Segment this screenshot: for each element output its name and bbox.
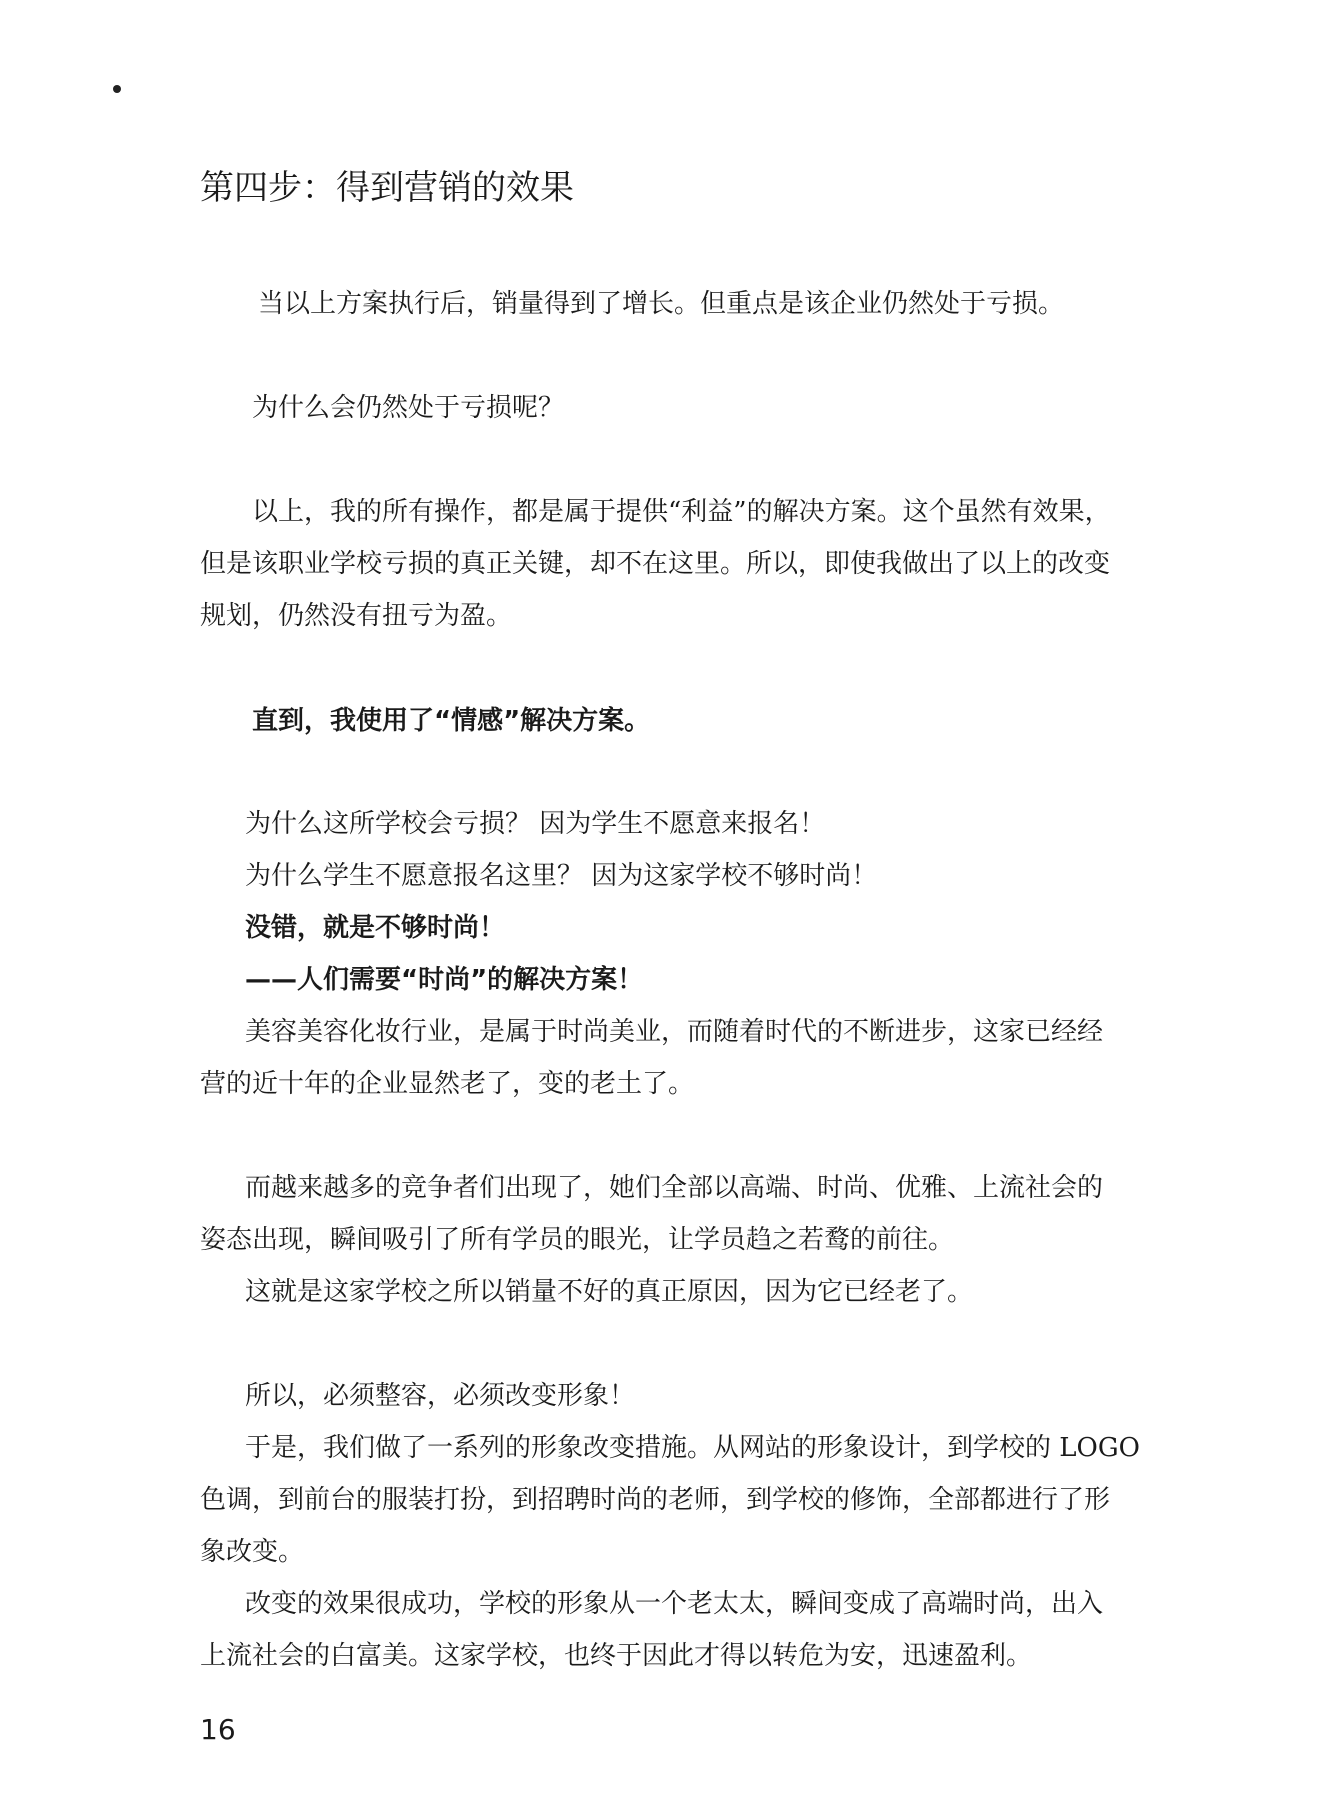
paragraph-line: 为什么学生不愿意报名这里？ 因为这家学校不够时尚！ — [245, 861, 878, 891]
paragraph-line: 而越来越多的竞争者们出现了，她们全部以高端、时尚、优雅、上流社会的 — [245, 1173, 1104, 1203]
paragraph-line: 营的近十年的企业显然老了，变的老土了。 — [200, 1069, 695, 1099]
paragraph-line: 当以上方案执行后，销量得到了增长。但重点是该企业仍然处于亏损。 — [258, 289, 1065, 319]
page-number: 16 — [200, 1713, 236, 1746]
paragraph-line: 以上，我的所有操作，都是属于提供“利益”的解决方案。这个虽然有效果， — [252, 497, 1111, 527]
paragraph-line: 规划，仍然没有扭亏为盈。 — [200, 601, 513, 631]
emphasis-line: ——人们需要“时尚”的解决方案！ — [245, 965, 644, 995]
paragraph-line: 为什么这所学校会亏损？ 因为学生不愿意来报名！ — [245, 809, 826, 839]
paragraph-line: 于是，我们做了一系列的形象改变措施。从网站的形象设计，到学校的 LOGO — [245, 1433, 1140, 1463]
paragraph-line: 这就是这家学校之所以销量不好的真正原因，因为它已经老了。 — [245, 1277, 974, 1307]
paragraph-line: 美容美容化妆行业，是属于时尚美业，而随着时代的不断进步，这家已经经 — [245, 1017, 1104, 1047]
paragraph-line: 但是该职业学校亏损的真正关键，却不在这里。所以，即使我做出了以上的改变 — [200, 549, 1111, 579]
paragraph-line: 姿态出现，瞬间吸引了所有学员的眼光，让学员趋之若鹜的前往。 — [200, 1225, 955, 1255]
paragraph-line: 上流社会的白富美。这家学校，也终于因此才得以转危为安，迅速盈利。 — [200, 1641, 1033, 1671]
bullet-dot — [113, 85, 121, 93]
paragraph-line: 所以，必须整容，必须改变形象！ — [245, 1381, 636, 1411]
paragraph-line: 象改变。 — [200, 1537, 305, 1567]
emphasis-line: 直到，我使用了“情感”解决方案。 — [252, 706, 651, 736]
emphasis-line: 没错，就是不够时尚！ — [245, 913, 506, 943]
section-heading: 第四步：得到营销的效果 — [200, 168, 574, 208]
paragraph-line: 为什么会仍然处于亏损呢？ — [252, 393, 565, 423]
paragraph-line: 改变的效果很成功，学校的形象从一个老太太，瞬间变成了高端时尚，出入 — [245, 1589, 1104, 1619]
paragraph-line: 色调，到前台的服装打扮，到招聘时尚的老师，到学校的修饰，全部都进行了形 — [200, 1485, 1111, 1515]
